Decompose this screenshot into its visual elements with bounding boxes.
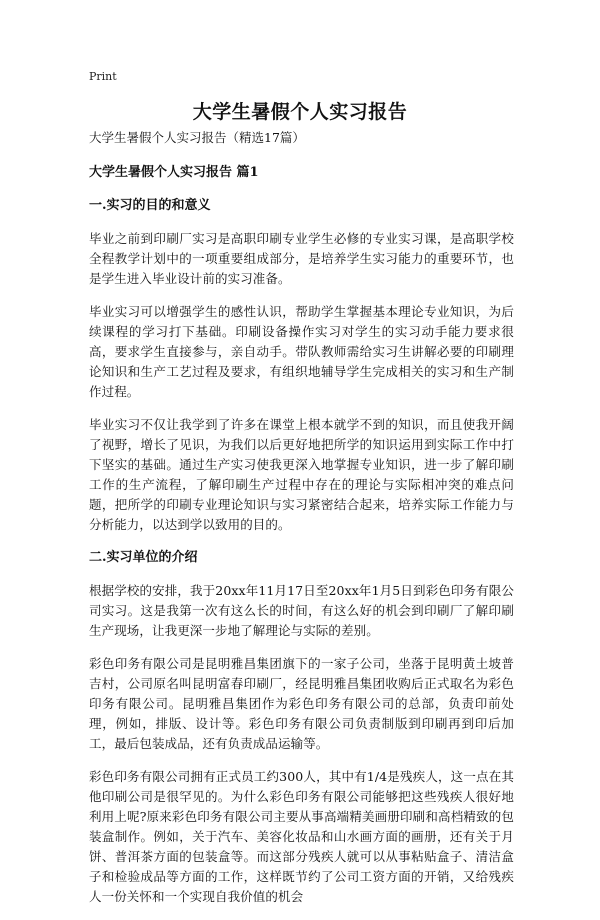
paragraph: 毕业之前到印刷厂实习是高职印刷专业学生必修的专业实习课，是高职学校全程教学计划中的一项重要组成部分，是培养学生实习能力的重要环节，也是学生进入毕业设计前的实习准备。 <box>89 231 514 286</box>
print-label[interactable]: Print <box>89 70 117 83</box>
section-heading-company: 二.实习单位的介绍 <box>89 550 198 565</box>
paragraph: 根据学校的安排，我于20xx年11月17日至20xx年1月5日到彩色印务有限公司实习。这是我第一次有这么长的时间，有这么好的机会到印刷厂了解印刷生产现场，让我更深一步地了解理论与实际的差别。 <box>89 583 514 638</box>
document-body <box>89 128 514 920</box>
paragraph: 毕业实习不仅让我学到了许多在课堂上根本就学不到的知识，而且使我开阔了视野，增长了见识，为我们以后更好地把所学的知识运用到实际工作中打下坚实的基础。通过生产实习使我更深入地掌握专业知识，进一步了解印刷工作的生产流程，了解印刷生产过程中存在的理论与实际相冲突的难点问题，把所学的印刷专业理论知识与实习紧密结合起来，培养实际工作能力与分析能力，以达到学以致用的目的。 <box>89 417 514 532</box>
document-title: 大学生暑假个人实习报告 <box>192 101 408 123</box>
paragraph: 彩色印务有限公司是昆明雅昌集团旗下的一家子公司，坐落于昆明黄土坡普吉村，公司原名叫昆明富春印刷厂，经昆明雅昌集团收购后正式取名为彩色印务有限公司。昆明雅昌集团作为彩色印务有限公司的总部，负责印前处理，例如，排版、设计等。彩色印务有限公司负责制版到印刷再到印后加工，最后包装成品，还有负责成品运输等。 <box>89 656 514 751</box>
paragraph: 毕业实习可以增强学生的感性认识，帮助学生掌握基本理论专业知识，为后续课程的学习打下基础。印刷设备操作实习对学生的实习动手能力要求很高，要求学生直接参与，亲自动手。带队教师需给实习生讲解必要的印刷理论知识和生产工艺过程及要求，有组织地辅导学生完成相关的实习和生产制作过程。 <box>89 304 514 399</box>
paragraph: 彩色印务有限公司拥有正式员工约300人，其中有1/4是残疾人，这一点在其他印刷公司是很罕见的。为什么彩色印务有限公司能够把这些残疾人很好地利用上呢?原来彩色印务有限公司主要从事高端精美画册印刷和高档精致的包装盒制作。例如，关于汽车、美容化妆品和山水画方面的画册，还有关于月饼、普洱茶方面的包装盒等。而这部分残疾人就可以从事粘贴盒子、清洁盒子和检验成品等方面的工作，这样既节约了公司工资方面的开销，又给残疾人一份关怀和一个实现自我价值的机会 <box>89 769 514 904</box>
section-heading-purpose: 一.实习的目的和意义 <box>89 198 211 213</box>
document-subtitle: 大学生暑假个人实习报告（精选17篇） <box>89 130 305 145</box>
article-heading: 大学生暑假个人实习报告 篇1 <box>89 165 259 180</box>
